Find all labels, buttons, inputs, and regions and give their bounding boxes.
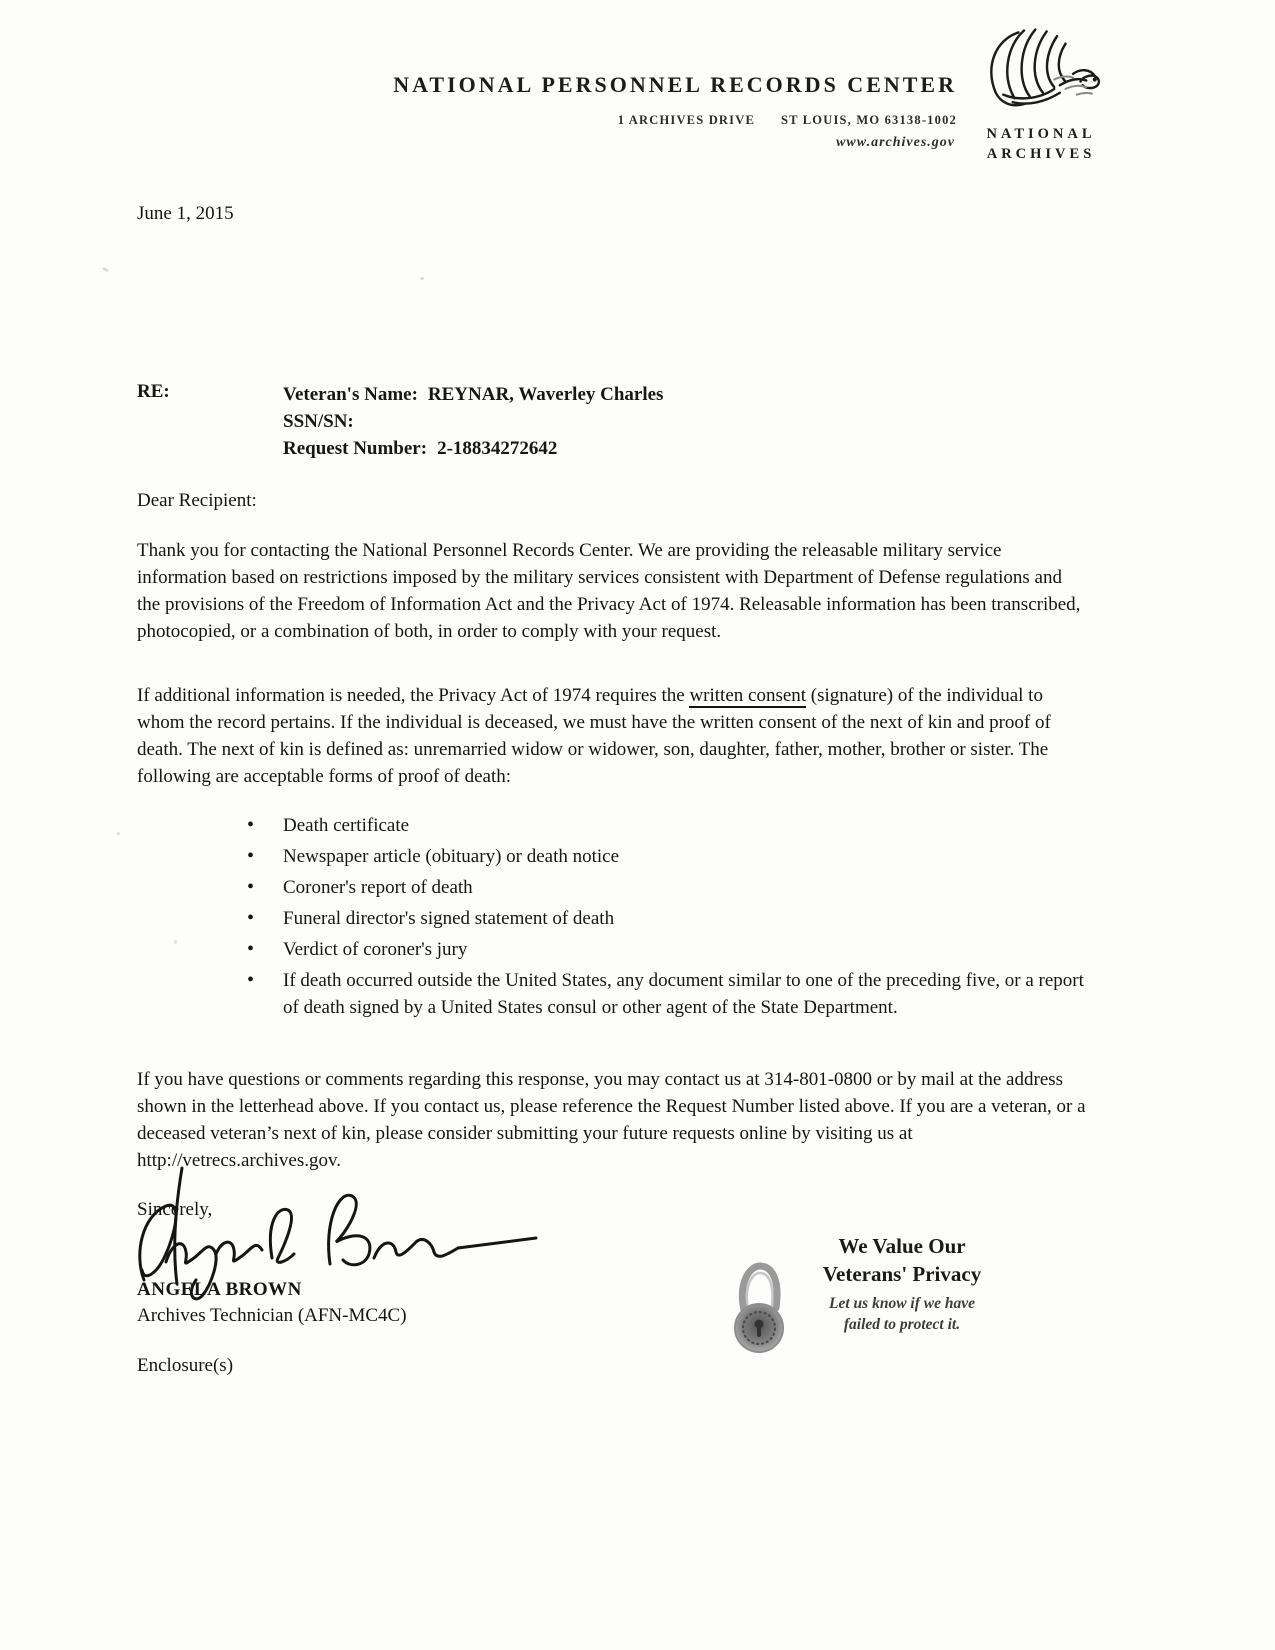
list-item: • Newspaper article (obituary) or death notice bbox=[245, 843, 1089, 870]
scan-artifact bbox=[117, 832, 120, 835]
re-block bbox=[137, 381, 663, 462]
p2-underlined-text: written consent bbox=[689, 685, 807, 706]
list-item: • If death occurred outside the United States, any document similar to one of the preceding five, or a report of death signed by a United States consul or other agent of the State Department. bbox=[245, 967, 1089, 1021]
letterhead-address-street: 1 ARCHIVES DRIVE bbox=[617, 113, 755, 127]
privacy-text bbox=[788, 1232, 1016, 1335]
letterhead-website: www.archives.gov bbox=[836, 135, 955, 150]
valediction: Sincerely, bbox=[137, 1199, 213, 1220]
logo-text-national: NATIONAL bbox=[986, 126, 1096, 142]
re-row-request-number bbox=[283, 435, 663, 462]
privacy-headline-line1: We Value Our bbox=[838, 1234, 966, 1258]
signer-name: ANGELA BROWN bbox=[137, 1279, 302, 1300]
re-row-veteran-name bbox=[283, 381, 663, 408]
request-number-value: 2-18834272642 bbox=[437, 438, 558, 459]
letter-date: June 1, 2015 bbox=[137, 203, 234, 224]
national-archives-logo bbox=[966, 26, 1116, 163]
list-item: • Funeral director's signed statement of death bbox=[245, 905, 1089, 932]
paragraph-intro: Thank you for contacting the National Personnel Records Center. We are providing the releasable military service information based on restrictions imposed by the military services consistent with Department of Defense regulations and the provisions of the Freedom of Information Act and the Privacy Act of 1974. Releasable information has been transcribed, photocopied, or a combination of both, in order to comply with your request. bbox=[137, 540, 1081, 642]
privacy-tagline-line1: Let us know if we have bbox=[829, 1295, 975, 1312]
scan-artifact bbox=[102, 267, 110, 273]
paragraph-contact: If you have questions or comments regarding this response, you may contact us at 314-801-0800 or by mail at the address shown in the letterhead above. If you contact us, please reference the Request Number listed above. If you are a veteran, or a deceased veteran’s next of kin, please consider submitting your future requests online by visiting us at http://vetrecs.archives.gov. bbox=[137, 1069, 1086, 1171]
list-item: • Verdict of coroner's jury bbox=[245, 936, 1089, 963]
p2-text-before: If additional information is needed, the Privacy Act of 1974 requires the bbox=[137, 685, 690, 706]
proof-of-death-list bbox=[137, 812, 1089, 1025]
scan-artifact bbox=[420, 277, 424, 280]
national-archives-eagle-icon bbox=[975, 105, 1107, 122]
privacy-notice bbox=[716, 1232, 1016, 1335]
p2-text-after: (signature) of the individual to whom the record pertains. If the individual is deceased, we must have the written consent of the next of kin and proof of death. The next of kin is defined as: unremarried widow or widower, son, daughter, father, mother, brother or sister. The following are acceptable forms of proof of death: bbox=[137, 685, 1051, 787]
request-number-label: Request Number: bbox=[283, 438, 428, 459]
re-rows bbox=[283, 381, 663, 462]
privacy-headline-line2: Veterans' Privacy bbox=[822, 1262, 982, 1286]
list-item: • Coroner's report of death bbox=[245, 874, 1089, 901]
ssn-label: SSN/SN: bbox=[283, 411, 354, 432]
enclosure-note: Enclosure(s) bbox=[137, 1355, 234, 1376]
scan-artifact bbox=[174, 940, 177, 944]
veteran-name-value: REYNAR, Waverley Charles bbox=[427, 384, 664, 405]
letterhead-address-city: ST LOUIS, MO 63138-1002 bbox=[780, 113, 957, 127]
salutation: Dear Recipient: bbox=[137, 490, 257, 511]
veteran-name-label: Veteran's Name: bbox=[283, 384, 418, 405]
logo-text-archives: ARCHIVES bbox=[986, 146, 1096, 162]
signer-title: Archives Technician (AFN-MC4C) bbox=[137, 1305, 407, 1326]
padlock-icon bbox=[730, 1258, 788, 1363]
letterhead-address bbox=[618, 113, 957, 128]
letterhead-org-name: NATIONAL PERSONNEL RECORDS CENTER bbox=[393, 72, 957, 97]
privacy-tagline-line2: failed to protect it. bbox=[843, 1316, 961, 1333]
re-row-ssn bbox=[283, 408, 663, 435]
re-label: RE: bbox=[137, 381, 170, 402]
list-item: • Death certificate bbox=[245, 812, 1089, 839]
paragraph-privacy-act bbox=[137, 682, 1089, 790]
